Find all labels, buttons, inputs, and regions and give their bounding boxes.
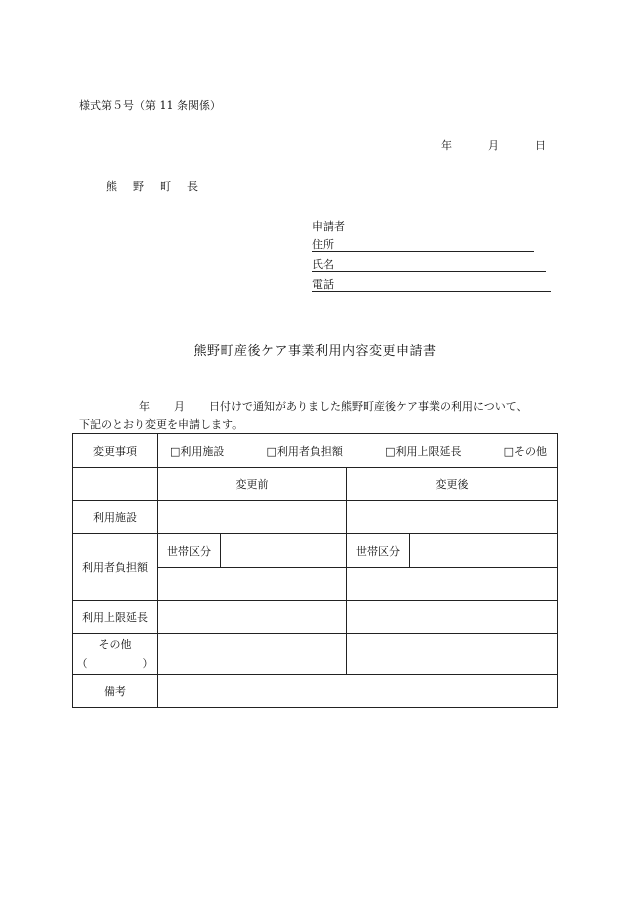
cost-before-input[interactable] bbox=[158, 568, 346, 600]
cost-after-cell bbox=[347, 534, 558, 601]
change-form-table bbox=[72, 433, 558, 708]
after-header: 変更後 bbox=[347, 468, 558, 501]
change-options bbox=[158, 434, 558, 468]
body-line1-text: 日付けで通知がありました熊野町産後ケア事業の利用について、 bbox=[209, 400, 528, 413]
document-title: 熊野町産後ケア事業利用内容変更申請書 bbox=[193, 344, 437, 359]
cost-after-input[interactable] bbox=[347, 568, 557, 600]
option-extension-checkbox[interactable]: □利用上限延長 bbox=[385, 444, 462, 458]
extension-before-cell[interactable] bbox=[158, 601, 347, 634]
body-line-2: 下記のとおり変更を申請します。 bbox=[79, 418, 244, 431]
facility-before-cell[interactable] bbox=[158, 501, 347, 534]
before-header: 変更前 bbox=[158, 468, 347, 501]
extension-label: 利用上限延長 bbox=[73, 601, 158, 634]
option-cost-checkbox[interactable]: □利用者負担額 bbox=[266, 444, 343, 458]
other-label-text: その他 bbox=[98, 638, 132, 651]
other-label bbox=[73, 634, 158, 675]
addressee bbox=[106, 178, 198, 194]
household-label-before: 世帯区分 bbox=[158, 534, 221, 567]
header-blank-cell bbox=[73, 468, 158, 501]
date-month: 月 bbox=[488, 139, 499, 152]
household-before-input[interactable] bbox=[221, 534, 346, 567]
addressee-char: 長 bbox=[187, 180, 198, 193]
applicant-heading: 申請者 bbox=[312, 220, 345, 233]
other-before-cell[interactable] bbox=[158, 634, 347, 675]
extension-after-cell[interactable] bbox=[347, 601, 558, 634]
addressee-char: 町 bbox=[160, 180, 171, 193]
date-day: 日 bbox=[535, 139, 546, 152]
option-facility-checkbox[interactable]: □利用施設 bbox=[170, 444, 225, 458]
remarks-label: 備考 bbox=[73, 675, 158, 708]
other-after-cell[interactable] bbox=[347, 634, 558, 675]
address-field[interactable] bbox=[312, 236, 534, 252]
cost-label: 利用者負担額 bbox=[73, 534, 158, 601]
facility-after-cell[interactable] bbox=[347, 501, 558, 534]
body-line-1 bbox=[139, 398, 528, 414]
addressee-char: 野 bbox=[133, 180, 144, 193]
option-other-checkbox[interactable]: □その他 bbox=[503, 444, 547, 458]
form-number: 様式第５号（第 11 条関係） bbox=[79, 99, 221, 112]
addressee-char: 熊 bbox=[106, 180, 117, 193]
other-paren: （ ） bbox=[76, 657, 154, 670]
phone-field[interactable] bbox=[312, 276, 551, 292]
body-year: 年 bbox=[139, 400, 150, 413]
cost-before-cell bbox=[158, 534, 347, 601]
facility-label: 利用施設 bbox=[73, 501, 158, 534]
phone-label: 電話 bbox=[312, 278, 334, 291]
name-label: 氏名 bbox=[312, 258, 334, 271]
body-month: 月 bbox=[174, 400, 185, 413]
date-year: 年 bbox=[441, 139, 452, 152]
household-label-after: 世帯区分 bbox=[347, 534, 410, 567]
address-label: 住所 bbox=[312, 238, 334, 251]
remarks-cell[interactable] bbox=[158, 675, 558, 708]
change-items-label: 変更事項 bbox=[73, 434, 158, 468]
household-after-input[interactable] bbox=[410, 534, 557, 567]
name-field[interactable] bbox=[312, 256, 546, 272]
